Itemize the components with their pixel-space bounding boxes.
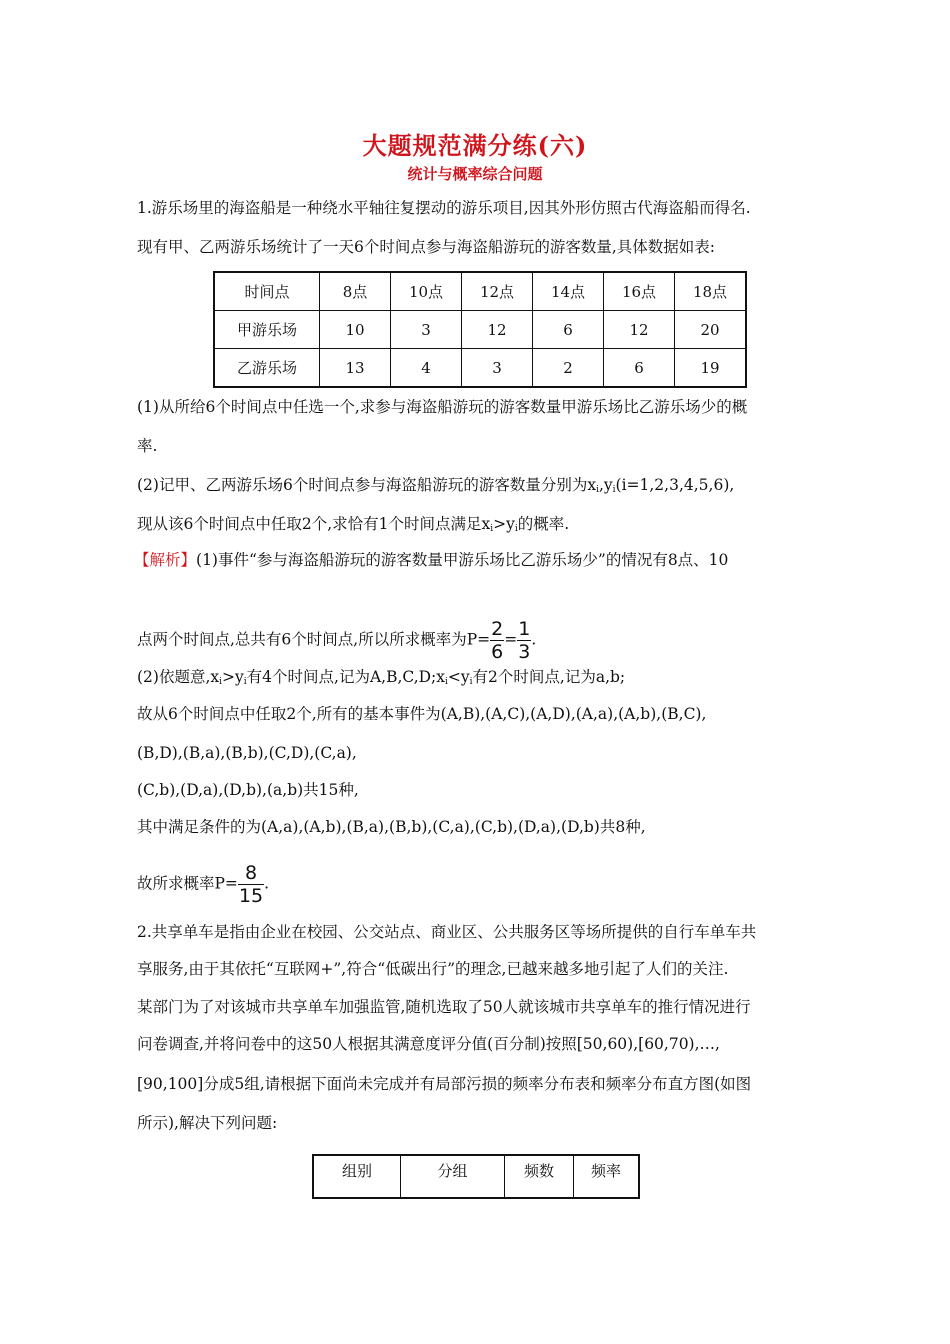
text-segment: 的概率. [517,515,570,533]
solution-line8 [137,862,269,907]
table-cell: 14点 [533,272,604,311]
text-segment: 有2个时间点,记为a,b; [472,668,626,686]
solution-line6: (C,b),(D,a),(D,b),(a,b)共15种, [137,781,359,799]
table-cell: 10点 [391,272,462,311]
text-segment: 有4个时间点,记为A,B,C,D;x [246,668,446,686]
table-cell: 3 [462,349,533,388]
q2-line4: 问卷调查,并将问卷中的这50人根据其满意度评分值(百分制)按照[50,60),[60,70),…, [137,1035,720,1053]
table-header-cell: 频率 [574,1155,640,1198]
solution-line4: 故从6个时间点中任取2个,所有的基本事件为(A,B),(A,C),(A,D),(A,a),(A,b),(B,C), [137,705,707,723]
solution-line3 [137,667,625,692]
table-cell: 12点 [462,272,533,311]
fraction-numerator: 1 [518,618,531,640]
fraction-denominator: 15 [238,885,264,907]
table-row [313,1155,639,1198]
table-cell: 4 [391,349,462,388]
table-cell: 19 [675,349,747,388]
table-cell: 2 [533,349,604,388]
subscript: i [445,677,448,687]
table-cell: 甲游乐场 [214,311,320,349]
subscript: i [596,485,599,495]
table-cell: 16点 [604,272,675,311]
table-cell: 时间点 [214,272,320,311]
subscript: i [612,485,616,495]
page-title: 大题规范满分练(六) [362,131,588,160]
q2-frequency-table [312,1154,640,1199]
table-row [214,349,746,388]
table-row [214,272,746,311]
text-segment: ,y [598,476,613,494]
text-segment: <y [447,668,470,686]
table-header-cell: 分组 [401,1155,505,1198]
q1-stem-line1: 1.游乐场里的海盗船是一种绕水平轴往复摆动的游乐项目,因其外形仿照古代海盗船而得名. [137,199,751,217]
text-segment: 点两个时间点,总共有6个时间点,所以所求概率为P= [137,630,491,649]
fraction-8-15 [238,862,264,907]
subscript: i [514,524,518,534]
table-cell: 6 [604,349,675,388]
table-cell: 3 [391,311,462,349]
table-header-cell: 频数 [505,1155,574,1198]
table-header-cell: 组别 [313,1155,401,1198]
text-segment: (2)依题意,x [137,668,220,686]
subscript: i [243,677,247,687]
page-subtitle: 统计与概率综合问题 [407,165,543,183]
text-segment: 故所求概率P= [137,874,238,893]
fraction-1-3 [517,618,531,663]
fraction-numerator: 2 [491,618,504,640]
text-segment: 现从该6个时间点中任取2个,求恰有1个时间点满足x [137,515,491,533]
q2-line6: 所示),解决下列问题: [137,1114,278,1132]
text-segment: >y [222,668,244,686]
table-cell: 12 [462,311,533,349]
fraction-denominator: 6 [491,641,504,663]
text-segment: (i=1,2,3,4,5,6), [615,476,735,494]
subscript: i [219,677,223,687]
table-cell: 乙游乐场 [214,349,320,388]
table-row [214,311,746,349]
q1-part1-line1: (1)从所给6个时间点中任选一个,求参与海盗船游玩的游客数量甲游乐场比乙游乐场少的概 [137,398,748,416]
q2-line1: 2.共享单车是指由企业在校园、公交站点、商业区、公共服务区等场所提供的自行车单车共 [137,923,757,941]
table-cell: 18点 [675,272,747,311]
fraction-numerator: 8 [238,862,264,885]
text-segment: = [504,630,518,649]
q1-data-table [213,271,747,388]
text-segment: . [264,874,270,893]
q1-part2-line1 [137,475,734,500]
subscript: i [490,524,494,534]
solution-line7: 其中满足条件的为(A,a),(A,b),(B,a),(B,b),(C,a),(C,b),(D,a),(D,b)共8种, [137,818,646,836]
solution-line1 [134,550,728,570]
text-segment: (2)记甲、乙两游乐场6个时间点参与海盗船游玩的游客数量分别为x [137,476,597,494]
text-segment: . [531,630,537,649]
table-cell: 8点 [320,272,391,311]
q1-part1-line2: 率. [137,437,158,455]
subscript: i [469,677,473,687]
q2-line5: [90,100]分成5组,请根据下面尚未完成并有局部污损的频率分布表和频率分布直方图(如图 [137,1075,752,1093]
q1-stem-line2: 现有甲、乙两游乐场统计了一天6个时间点参与海盗船游玩的游客数量,具体数据如表: [137,238,716,256]
table-cell: 6 [533,311,604,349]
solution-label: 【解析】 [134,551,197,569]
text-segment: (1)事件“参与海盗船游玩的游客数量甲游乐场比乙游乐场少”的情况有8点、10 [196,551,729,569]
table-cell: 12 [604,311,675,349]
fraction-2-6 [490,618,504,663]
q1-part2-line2 [137,514,569,539]
text-segment: >y [493,515,515,533]
fraction-denominator: 3 [518,641,531,663]
q2-line2: 享服务,由于其依托“互联网+”,符合“低碳出行”的理念,已越来越多地引起了人们的关注. [137,960,729,978]
solution-line5: (B,D),(B,a),(B,b),(C,D),(C,a), [137,744,357,762]
q2-line3: 某部门为了对该城市共享单车加强监管,随机选取了50人就该城市共享单车的推行情况进行 [137,998,751,1016]
table-cell: 10 [320,311,391,349]
table-cell: 13 [320,349,391,388]
solution-line2 [137,618,536,663]
table-cell: 20 [675,311,747,349]
